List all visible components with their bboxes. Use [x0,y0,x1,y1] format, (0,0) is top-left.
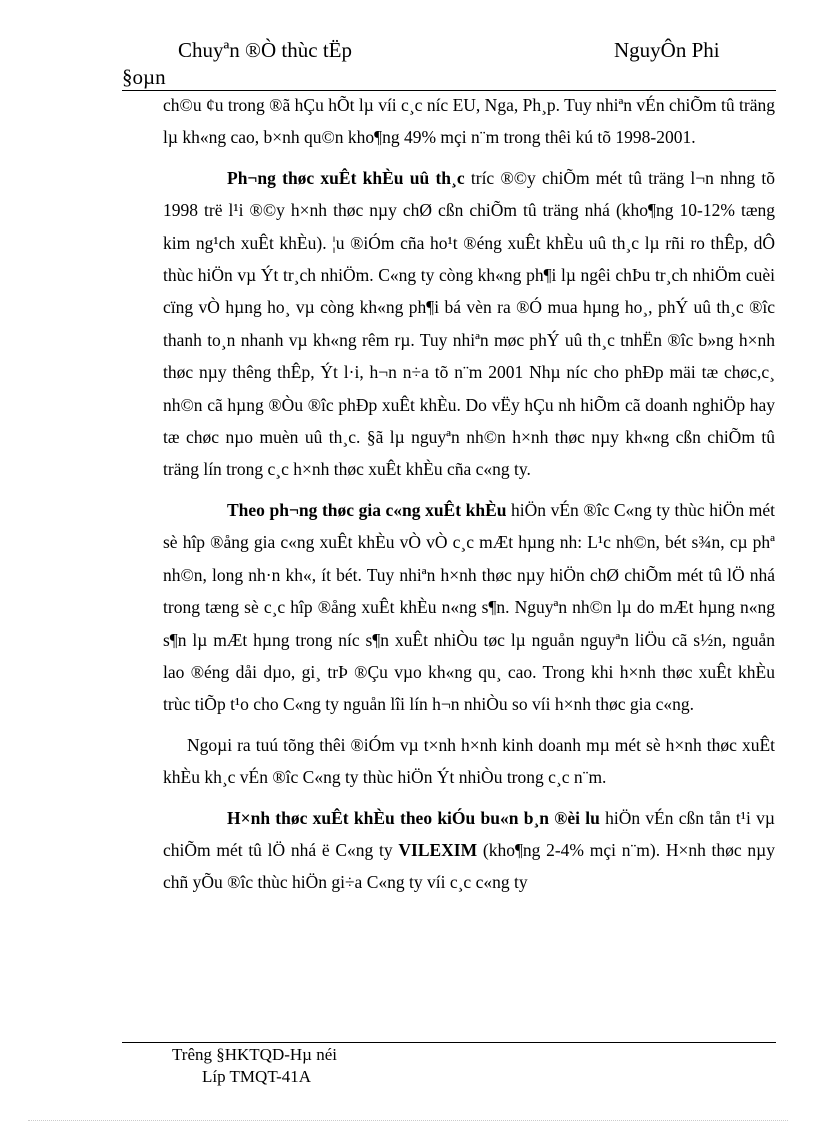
page-footer [122,1042,776,1086]
document-title: Chuyªn ®Ò thùc tËp [178,38,352,62]
company-name: VILEXIM [398,839,478,860]
page-edge-divider [28,1120,788,1121]
paragraph-3-heading: Theo ph¬ng thøc gia c«ng xuÊt khÈu [227,499,507,520]
paragraph-5-heading: H×nh thøc xuÊt khÈu theo kiÓu bu«n b¸n ®èi lu [227,807,600,828]
paragraph-2-text: tríc ®©y chiÕm mét tû träng l¬n nhng tõ 1998 trë l¹i ®©y h×nh thøc nµy chØ cßn chiÕm tû träng nhá (kho¶ng 10-12% tæng kim ng¹ch xuÊt khÈu). ¦u ®iÓm cña ho¹t ®éng xuÊt khÈu uû th¸c lµ rñi ro thÊp, dÔ thùc hiÖn vµ Ýt tr¸ch nhiÖm. C«ng ty còng kh«ng ph¶i lµ ngêi chÞu tr¸ch nhiÖm cuèi cïng vÒ hµng ho¸ vµ còng kh«ng ph¶i bá vèn ra ®Ó mua hµng ho¸, phÝ uû th¸c ®îc thanh to¸n nhanh vµ kh«ng rêm rµ. Tuy nhiªn møc phÝ uû th¸c tnhËn ®îc b»ng h×nh thøc nµy thêng thÊp, Ýt l·i, h¬n n÷a tõ n¨m 2001 Nhµ níc cho phÐp mäi tæ chøc,c¸ nh©n cã hµng ®Òu ®îc phÐp xuÊt khÈu. Do vËy hÇu nh hiÕm cã doanh nghiÖp hay tæ chøc nµo muèn uû th¸c. §ã lµ nguyªn nh©n h×nh thøc nµy kh«ng cßn chiÕm tû träng lín trong c¸c h×nh thøc xuÊt khÈu cña c«ng ty. [163,167,775,480]
paragraph-2-heading: Ph¬ng thøc xuÊt khÈu uû th¸c [227,167,465,188]
page-header [122,38,776,91]
footer-class: Líp TMQT-41A [202,1067,312,1086]
paragraph-1-text: ch©u ¢u trong ®ã hÇu hÕt lµ víi c¸c níc EU, Nga, Ph¸p. Tuy nhiªn vÉn chiÕm tû träng lµ kh«ng cao, b×nh qu©n kho¶ng 49% mçi n¨m trong thêi kú tõ 1998-2001. [163,95,775,148]
paragraph-5-text-a: hiÖn vÉn cßn tån t¹i vµ chiÕm mét tû lÖ nhá ë C«ng ty [163,807,775,860]
author-name: NguyÔn Phi [614,38,720,62]
paragraph-3 [163,494,775,721]
paragraph-3-text: hiÖn vÉn ®îc C«ng ty thùc hiÖn mét sè hîp ®ång gia c«ng xuÊt khÈu vÒ vÒ c¸c mÆt hµng nh: L¹c nh©n, bét s¾n, cµ phª nh©n, long nh·n kh«, ít bét. Tuy nhiªn h×nh thøc nµy hiÖn chØ chiÕm mét tû lÖ nhá trong tæng sè c¸c hîp ®ång xuÊt khÈu n«ng s¶n. Nguyªn nh©n lµ do mÆt hµng n«ng s¶n lµ mÆt hµng trong níc s¶n xuÊt nhiÒu tøc lµ nguån nguyªn liÖu cã s½n, nguån lao ®éng dåi dµo, gi¸ trÞ ®Çu vµo kh«ng qu¸ cao. Trong khi h×nh thøc xuÊt khÈu trùc tiÕp t¹o cho C«ng ty nguån lîi lín h¬n nhiÒu so víi h×nh thøc gia c«ng. [163,499,775,715]
paragraph-4 [163,729,775,794]
author-name-continued: §oµn [122,65,166,89]
paragraph-4-text: Ngoµi ra tuú tõng thêi ®iÓm vµ t×nh h×nh kinh doanh mµ mét sè h×nh thøc xuÊt khÈu kh¸c vÉn ®îc C«ng ty thùc hiÖn Ýt nhiÒu trong c¸c n¨m. [163,734,775,788]
paragraph-5-text-b: (kho¶ng 2-4% mçi n¨m). H×nh thøc nµy chñ yÕu ®îc thùc hiÖn gi÷a C«ng ty víi c¸c c«ng ty [163,839,775,893]
paragraph-2 [163,162,775,486]
document-body [163,89,775,899]
footer-school: Trêng §HKTQD-Hµ néi [172,1045,337,1064]
paragraph-1 [163,89,775,154]
paragraph-5 [163,802,775,899]
